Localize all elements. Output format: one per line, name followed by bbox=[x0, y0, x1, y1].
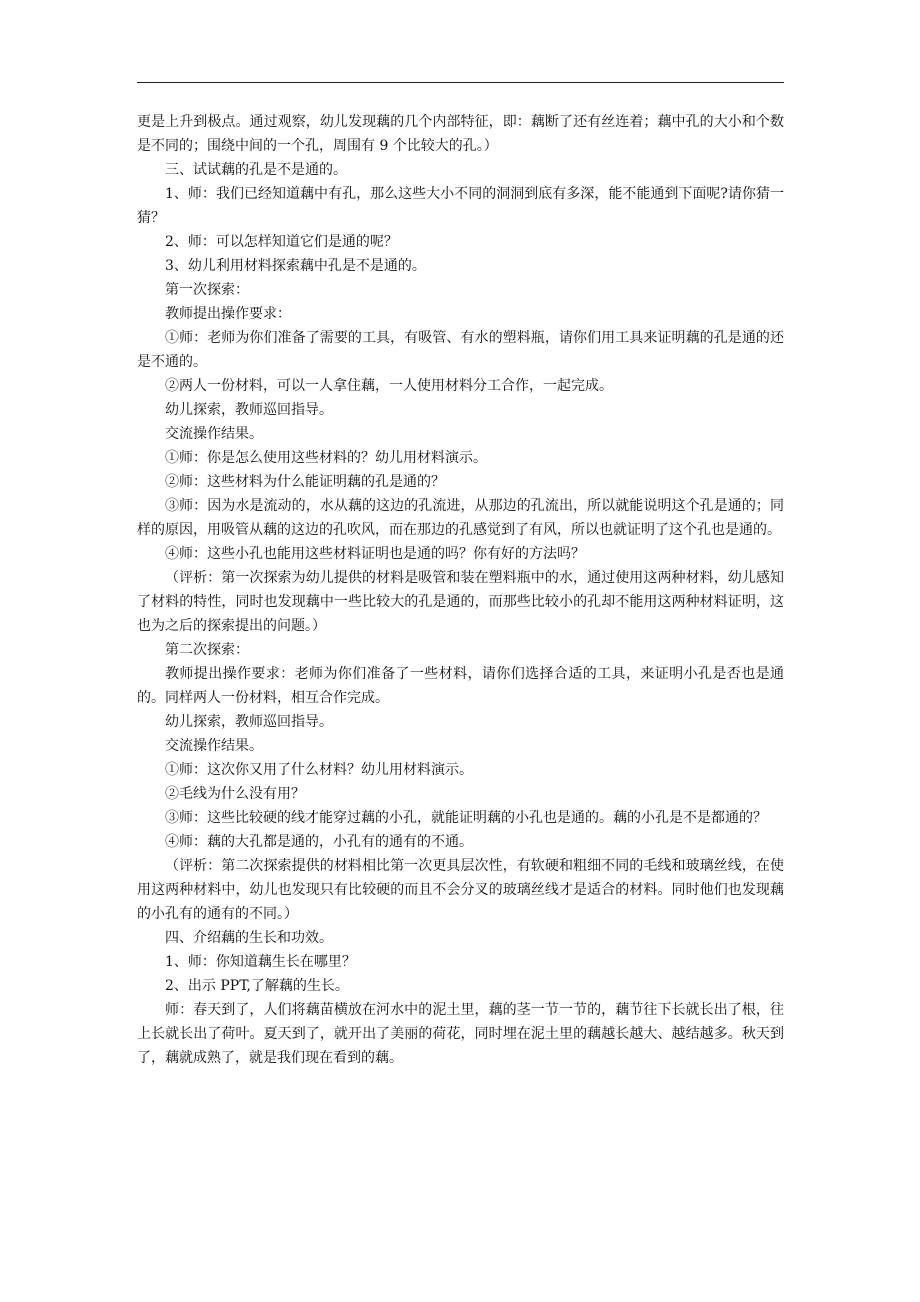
paragraph: 交流操作结果。 bbox=[165, 738, 263, 754]
paragraph: 交流操作结果。 bbox=[165, 426, 263, 442]
paragraph: 更是上升到极点。通过观察，幼儿发现藕的几个内部特征，即：藕断了还有丝连着；藕中孔的大小和个数是不同的；围绕中间的一个孔，周围有 9 个比较大的孔。） bbox=[137, 114, 784, 154]
paragraph: ②毛线为什么没有用？ bbox=[165, 786, 305, 802]
section-heading: 三、试试藕的孔是不是通的。 bbox=[165, 162, 347, 178]
paragraph: ④师：藕的大孔都是通的，小孔有的通有的不通。 bbox=[165, 834, 473, 850]
paragraph: ①师：这次你又用了什么材料？幼儿用材料演示。 bbox=[165, 762, 473, 778]
paragraph: 3、幼儿利用材料探索藕中孔是不是通的。 bbox=[165, 258, 426, 274]
paragraph: ②两人一份材料，可以一人拿住藕，一人使用材料分工合作，一起完成。 bbox=[165, 378, 613, 394]
paragraph: ②师：这些材料为什么能证明藕的孔是通的？ bbox=[165, 474, 445, 490]
paragraph: ④师：这些小孔也能用这些材料证明也是通的吗？你有好的方法吗？ bbox=[165, 546, 585, 562]
paragraph: 第二次探索： bbox=[165, 642, 249, 658]
paragraph: 1、师：你知道藕生长在哪里？ bbox=[165, 954, 356, 970]
paragraph: 教师提出操作要求： bbox=[165, 306, 291, 322]
paragraph: 第一次探索： bbox=[165, 282, 249, 298]
paragraph: 1、师：我们已经知道藕中有孔，那么这些大小不同的洞洞到底有多深，能不能通到下面呢?请你猜一猜？ bbox=[137, 186, 784, 226]
paragraph: 师：春天到了，人们将藕苗横放在河水中的泥土里，藕的茎一节一节的，藕节往下长就长出了根，往上长就长出了荷叶。夏天到了，就开出了美丽的荷花，同时埋在泥土里的藕越长越大、越结越多。秋天到了，藕就成熟了，就是我们现在看到的藕。 bbox=[137, 1002, 784, 1066]
commentary-paragraph: （评析：第一次探索为幼儿提供的材料是吸管和装在塑料瓶中的水，通过使用这两种材料，幼儿感知了材料的特性，同时也发现藕中一些比较大的孔是通的，而那些比较小的孔却不能用这两种材料证明，这也为之后的探索提出的问题。） bbox=[137, 570, 784, 634]
paragraph: 2、师：可以怎样知道它们是通的呢？ bbox=[165, 234, 398, 250]
section-heading: 四、介绍藕的生长和功效。 bbox=[165, 930, 333, 946]
header-rule bbox=[137, 82, 784, 83]
paragraph: ①师：老师为你们准备了需要的工具，有吸管、有水的塑料瓶，请你们用工具来证明藕的孔是通的还是不通的。 bbox=[137, 330, 784, 370]
paragraph: ①师：你是怎么使用这些材料的？幼儿用材料演示。 bbox=[165, 450, 487, 466]
paragraph: 教师提出操作要求：老师为你们准备了一些材料，请你们选择合适的工具，来证明小孔是否也是通的。同样两人一份材料，相互合作完成。 bbox=[137, 666, 784, 706]
paragraph: ③师：因为水是流动的，水从藕的这边的孔流进，从那边的孔流出，所以就能说明这个孔是通的；同样的原因，用吸管从藕的这边的孔吹风，而在那边的孔感觉到了有风，所以也就证明了这个孔也是通的。 bbox=[137, 498, 784, 538]
commentary-paragraph: （评析：第二次探索提供的材料相比第一次更具层次性，有软硬和粗细不同的毛线和玻璃丝线，在使用这两种材料中，幼儿也发现只有比较硬的而且不会分叉的玻璃丝线才是适合的材料。同时他们也发现藕的小孔有的通有的不同。） bbox=[137, 858, 784, 922]
paragraph: 幼儿探索，教师巡回指导。 bbox=[165, 402, 333, 418]
document-body bbox=[137, 110, 784, 1070]
paragraph: 2、出示 PPT,了解藕的生长。 bbox=[165, 978, 349, 994]
paragraph: 幼儿探索，教师巡回指导。 bbox=[165, 714, 333, 730]
paragraph: ③师：这些比较硬的线才能穿过藕的小孔，就能证明藕的小孔也是通的。藕的小孔是不是都通的？ bbox=[165, 810, 767, 826]
